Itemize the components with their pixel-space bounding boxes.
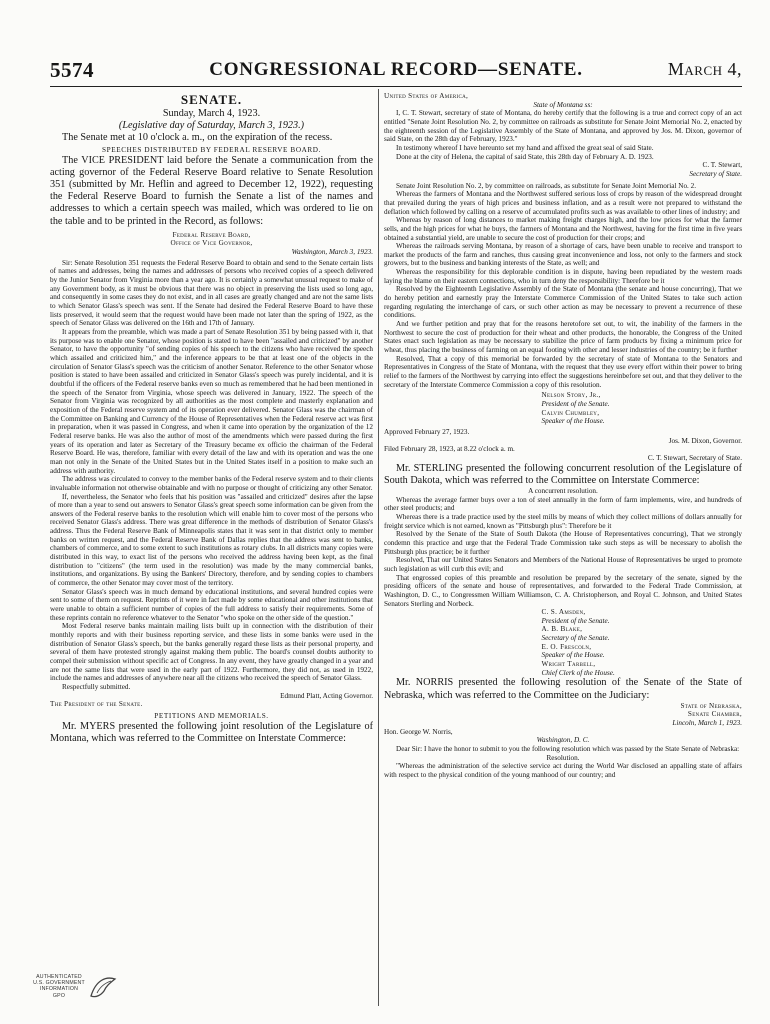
- right-paragraph: C. T. Stewart, Secretary of State.: [647, 453, 742, 462]
- column-divider: [378, 89, 379, 1006]
- left-paragraph: The address was circulated to convey to the member banks of the Federal reserve system and to their clients invaluable information not otherwise obtainable and with no purpose or thought of criticizing any other Senator.: [50, 475, 373, 492]
- right-paragraph: Whereas the railroads serving Montana, by reason of a shortage of cars, have been unable to receive and transport to market the products of the farm and ranches, thus causing great inconvenience and loss, not only to the farmers and stock growers, but to the business and banking interests of the State, as well; and: [384, 242, 742, 268]
- right-paragraph: Senate Joint Resolution No. 2, by committee on railroads, as substitute for Senate Joint Memorial No. 2.: [396, 181, 697, 190]
- left-paragraph: PETITIONS AND MEMORIALS.: [154, 711, 269, 720]
- left-paragraph: Washington, March 3, 1923.: [291, 248, 373, 257]
- right-paragraph: State of Nebraska,: [680, 701, 742, 710]
- right-paragraph: Whereas the farmers of Montana and the Northwest suffered serious loss of crops by reason of the widespread drought that prevailed during the years of high prices and business inflation, and as a result were not prepared to withstand the deflation which followed by calling on a reserve of accumulated profits such as was available to other lines of industry; and: [384, 190, 742, 216]
- right-paragraph: Approved February 27, 1923.: [384, 427, 470, 436]
- left-paragraph: The President of the Senate.: [50, 700, 143, 709]
- seal-line: GPO: [52, 992, 66, 999]
- right-paragraph: C. S. Amsden,: [541, 608, 586, 617]
- right-paragraph: Secretary of the Senate.: [541, 634, 610, 643]
- right-paragraph: I, C. T. Stewart, secretary of state of Montana, do hereby certify that the following is a true and correct copy of an act entitled "Senate Joint Resolution No. 2, by committee on railroads as substitute for Senate Joint Memorial No. 2, enacted by the eighteenth session of the Legislative Assembly of the State of Montana, and approved by Jos. M. Dixon, governor of said State, on the 28th day of February, 1923.": [384, 109, 742, 144]
- right-paragraph: Whereas by reason of long distances to market making freight charges high, and the low prices for what the farmer sells, and the high prices for what he buys, the farmers of Montana and the Northwest, having for the first time in five years obtained a substantial yield, are unable to secure the cost of production for their crops; and: [384, 216, 742, 242]
- right-paragraph: Hon. George W. Norris,: [384, 727, 453, 736]
- header-rule: [50, 86, 742, 87]
- left-paragraph: It appears from the preamble, which was made a part of Senate Resolution 351 by being passed with it, that its purpose was to enable one Senator, whose position is stated to have been "assailed and criticized" by another Senator, to have the opportunity "of sending copies of his speech to the citizens who have received the speech which assailed and criticized him," and the inference appears to be that at least one of the objects in the circulation of Senator Glass's speech was the criticism of another Senator. Reference to the other Senator whose position is stated to have been assailed and criticized in Senator Glass's speech was purely incidental, and it is doubtful if the officers of the Federal reserve banks even so much as remembered that he had been mentioned in the speech of the Senator from Virginia, whose speech was delivered in January, 1922. The speech of the Senator from Virginia was recognized by all authorities as the most complete and masterly explanation and exposition of the Federal reserve system and of its operation ever delivered. Senator Glass was the chairman of the Committee on Banking and Currency of the House of Representatives when the Federal reserve act was first in preparation, when it was passed in Congress, and when it came into operation by the organization of the 12 Federal reserve banks. He was also the author of most of the amendments which were passed during the first years of its operation and later as Secretary of the Treasury became ex officio the chairman of the Federal Reserve Board. He was, therefore, familiar with every detail of the law and with its operation and was the one man not only in the Senate of the United States but in the United States itself in a position to make such an address with authority.: [50, 328, 373, 475]
- page-header: [50, 58, 742, 82]
- right-paragraph: Lincoln, March 1, 1923.: [672, 719, 742, 728]
- right-paragraph: State of Montana ss:: [533, 100, 593, 109]
- right-paragraph: E. O. Frescoln,: [541, 642, 592, 651]
- left-paragraph: The VICE PRESIDENT laid before the Senate a communication from the acting governor of the Federal Reserve Board relative to Senate Resolution 351 (submitted by Mr. Heflin and agreed to December 12, 1922), requesting the Federal Reserve Board to furnish the Senate a list of the names and addresses to which a certain speech was mailed, which was ordered to lie on the table and to be printed in the Record, as follows:: [50, 154, 373, 227]
- left-paragraph: Sir: Senate Resolution 351 requests the Federal Reserve Board to obtain and send to the Senate certain lists of names and addresses, being the names and addresses of persons who received copies of a speech delivered by the Junior Senator from Virginia more than a year ago. It is certainly a somewhat unusual request to make of any Government body, as it must be obvious that there was no object in preserving the lists used so long ago, and consequently in some cases they do not exist, and in all cases are greatly changed and are not the same lists to which Senator Glass's speech was sent. If the Senate had desired the Federal Reserve Board to have these lists preserved, it would seem that the request would have been made not later than the spring of 1922, as the speech of Senator Glass was delivered on the 16th and 17th of January.: [50, 258, 373, 328]
- left-paragraph: (Legislative day of Saturday, March 3, 1923.): [118, 120, 305, 132]
- left-paragraph: Respectfully submitted.: [62, 682, 131, 691]
- right-paragraph: Secretary of State.: [689, 169, 742, 178]
- right-paragraph: A. B. Blake,: [541, 625, 583, 634]
- right-paragraph: Senate Chamber,: [687, 710, 742, 719]
- right-paragraph: Whereas there is a trade practice used by the steel mills by means of which they collect millions of dollars annually for freight service which is not earned, known as "Pittsburgh plus": Therefore be it: [384, 512, 742, 530]
- right-paragraph: That engrossed copies of this preamble and resolution be prepared by the secretary of the senate, signed by the presiding officers of the senate and house of representatives, and forwarded to the Federal Trade Commission, at Washington, D. C., to Congressmen William Williamson, C. A. Christopherson, and Royal C. Johnson, and United States Senators Sterling and Norbeck.: [384, 573, 742, 608]
- left-paragraph: Federal Reserve Board,: [172, 230, 251, 239]
- left-paragraph: Sunday, March 4, 1923.: [162, 108, 261, 119]
- right-paragraph: Resolved by the Eighteenth Legislative Assembly of the State of Montana (the senate and house concurring), That we do hereby petition and earnestly pray the Interstate Commerce Commission of the United States to take such action regarding regulating the interchange of cars, or such other action as may be necessary to prevent a recurrence of these conditions.: [384, 285, 742, 320]
- right-paragraph: "Whereas the administration of the selective service act during the World War disclosed an appalling state of affairs with respect to the physical condition of the young manhood of our country; and: [384, 762, 742, 780]
- right-paragraph: A concurrent resolution.: [528, 486, 598, 495]
- right-paragraph: Calvin Chumbley,: [541, 408, 600, 417]
- right-paragraph: Nelson Story, Jr.,: [541, 391, 601, 400]
- right-paragraph: Chief Clerk of the House.: [541, 668, 615, 677]
- left-paragraph: Senator Glass's speech was in much demand by educational institutions, and several hundred copies were sent to some of them on request. Reprints of it were in fact made by some educational and other institutions that were unable to obtain a sufficient number of copies of the full address to satisfy their requirements. Some of these reprints contain no reference whatever to the Senator "who spoke on the other side of the question.": [50, 587, 373, 622]
- eagle-seal-icon: [88, 974, 118, 1002]
- right-paragraph: Resolved, That a copy of this memorial be forwarded by the secretary of state of Montana to the Senators and Representatives in Congress of the State of Montana, with the request that they use every effort within their power to bring relief to the farmers of the Northwest by carrying into effect the suggestions hereinbefore set out, and that they deliver to the secretary of the Interstate Commerce Commission a copy of this resolution.: [384, 354, 742, 389]
- right-paragraph: And we further petition and pray that for the reasons heretofore set out, to wit, the inability of the farmers in the Northwest to secure the cost of production for their wheat and other products, the honorable, the Congress of the United States enact such legislation as may be necessary to stabilize the price of farm products by fixing a minimum price for wheat, thus placing the business of farming on an equal footing with other and lesser industries of the country; be it further: [384, 320, 742, 355]
- seal-line: INFORMATION: [39, 986, 79, 993]
- right-paragraph: Whereas the average farmer buys over a ton of steel annually in the form of farm implements, wire, and hundreds of other steel products; and: [384, 495, 742, 513]
- left-paragraph: The Senate met at 10 o'clock a. m., on the expiration of the recess.: [62, 132, 333, 144]
- left-paragraph: SPEECHES DISTRIBUTED BY FEDERAL RESERVE BOARD.: [102, 145, 321, 154]
- right-paragraph: President of the Senate.: [541, 616, 610, 625]
- right-column: [384, 92, 742, 1006]
- right-paragraph: Resolved, That our United States Senators and Members of the National House of Representatives be urged to promote such legislation as will curb this evil; and: [384, 556, 742, 573]
- right-paragraph: Mr. NORRIS presented the following resolution of the Senate of the State of Nebraska, which was referred to the Committee on the Judiciary:: [384, 677, 742, 701]
- seal-line: AUTHENTICATED: [36, 974, 82, 980]
- right-paragraph: United States of America,: [384, 92, 469, 100]
- right-paragraph: Done at the city of Helena, the capital of said State, this 28th day of February A. D. 1923.: [396, 152, 654, 161]
- right-paragraph: In testimony whereof I have hereunto set my hand and affixed the great seal of said State.: [396, 143, 654, 152]
- left-paragraph: Edmund Platt, Acting Governor.: [280, 691, 373, 700]
- right-paragraph: Whereas the responsibility for this deplorable condition is in dispute, having been repudiated by the western roads laying the blame on their eastern connections, who in turn deny the responsibility: Therefore be it: [384, 268, 742, 285]
- left-paragraph: Office of Vice Governor,: [170, 239, 253, 248]
- right-paragraph: Mr. STERLING presented the following concurrent resolution of the Legislature of South Dakota, which was referred to the Committee on Interstate Commerce:: [384, 462, 742, 486]
- left-column: [50, 92, 373, 1006]
- left-paragraph: SENATE.: [180, 92, 243, 107]
- page-number: 5574: [50, 58, 94, 82]
- running-date: March 4,: [667, 59, 742, 79]
- left-paragraph: Most Federal reserve banks maintain mailing lists built up in connection with the distribution of their monthly reports and with their business reporting service, and these lists in some banks were used in the distribution of Senator Glass's speech, but the banks generally regard these lists as their personal property, and several of them have protested strongly against making them public. The board's counsel doubts authority to compel their submission without specific act of Congress. In any event, they have greatly changed in a year and are not the same lists that were used in the early part of 1922. Furthermore, they did not, as used in 1922, include the names and addresses of anywhere near all the citizens who received the speech of Senator Glass.: [50, 622, 373, 683]
- right-paragraph: Jos. M. Dixon, Governor.: [668, 436, 742, 445]
- right-paragraph: C. T. Stewart,: [702, 161, 742, 170]
- left-paragraph: Mr. MYERS presented the following joint resolution of the Legislature of Montana, which was referred to the Committee on Interstate Commerce:: [50, 720, 373, 745]
- left-paragraph: If, nevertheless, the Senator who feels that his position was "assailed and criticized" desires after the lapse of more than a year to send out answers to Senator Glass's great speech some information can be given from the answers of the Federal reserve banks to the resolution which will enable him to cover most of the persons who received Senator Glass's address. There was great difference in the methods of distribution of Senator Glass's address. Thus the Federal Reserve Bank of Minneapolis states that it was sent in that district only to member banks on written request, and the Federal Reserve Bank of Dallas replies that the address was sent to banks, chambers of commerce, and to some extent to such institutions as rotary clubs. In all districts many copies were distributed in this way, to exact list of the persons who received the address having been kept, as the final distribution to "citizens" (the term used in the resolution) was made by the many commercial banks, institutions, and organizations. By using the Bankers' Directory, therefore, and by sending copies to chambers of commerce, the other Senator may cover most of the territory.: [50, 492, 373, 588]
- right-paragraph: Dear Sir: I have the honor to submit to you the following resolution which was passed by the State Senate of Nebraska:: [396, 745, 740, 754]
- seal-text: [28, 974, 90, 999]
- seal-line: U.S. GOVERNMENT: [33, 980, 85, 987]
- right-paragraph: Resolved by the Senate of the State of South Dakota (the House of Representatives concurring), That we strongly condemn this practice and urge that the Federal Trade Commission take such steps as will be necessary to abolish the Pittsburgh plus practice; be it further: [384, 530, 742, 556]
- gpo-authentication-seal: [28, 974, 120, 1014]
- right-paragraph: Speaker of the House.: [541, 651, 605, 660]
- right-paragraph: President of the Senate.: [541, 399, 610, 408]
- right-paragraph: Washington, D. C.: [536, 736, 590, 745]
- right-paragraph: Speaker of the House.: [541, 417, 605, 426]
- right-paragraph: Filed February 28, 1923, at 8.22 o'clock a. m.: [384, 445, 515, 454]
- running-title: CONGRESSIONAL RECORD—SENATE.: [209, 59, 583, 80]
- right-paragraph: Resolution.: [546, 753, 580, 762]
- right-paragraph: Wright Tarbell,: [541, 660, 596, 669]
